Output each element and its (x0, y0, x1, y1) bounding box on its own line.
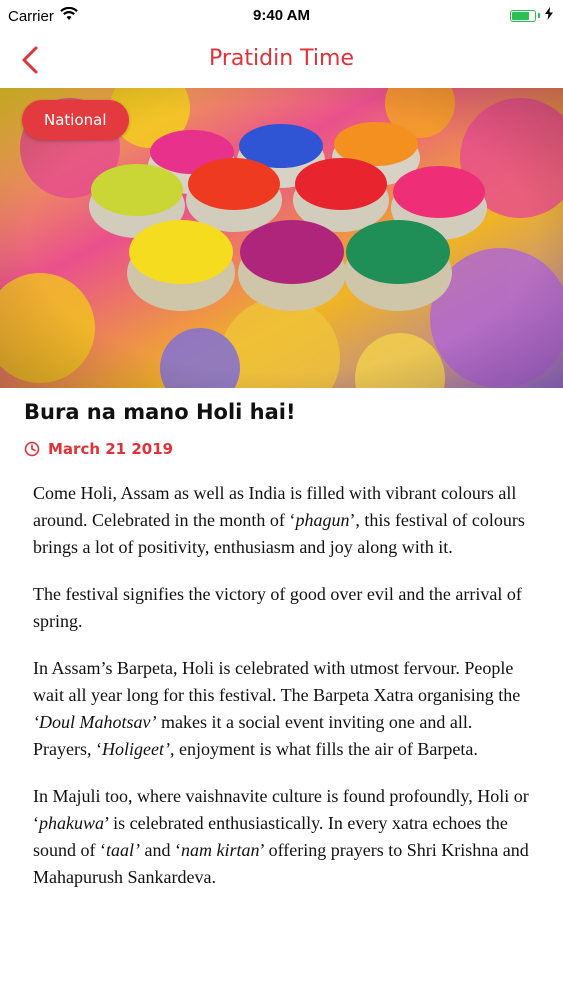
paragraph-3 (33, 655, 533, 763)
paragraph-4 (33, 783, 533, 891)
text-run: ’ offering prayers to Shri Krishna and Mahapurush Sankardeva. (33, 840, 529, 887)
category-badge[interactable]: National (22, 100, 129, 140)
text-run: In Majuli too, where vaishnavite culture is found profoundly, Holi or ‘ (33, 786, 529, 833)
battery-fill (512, 12, 529, 20)
nav-bar (0, 32, 563, 88)
italic-term: nam kirtan (180, 840, 260, 860)
article-date: March 21 2019 (48, 440, 174, 458)
battery-tip (538, 13, 540, 18)
article-body (33, 480, 533, 911)
nav-title: Pratidin Time (209, 46, 354, 71)
paragraph-1 (33, 480, 533, 561)
clock-icon (24, 441, 40, 457)
text-run: and ‘ (140, 840, 181, 860)
italic-term: Holigeet’, (101, 739, 175, 759)
article-hero-image (0, 88, 563, 388)
italic-term: taal’ (106, 840, 140, 860)
carrier-label: Carrier (8, 7, 54, 25)
text-run: ’, this festival of colours brings a lot of positivity, enthusiasm and joy along with it. (33, 510, 525, 557)
text-run: The festival signifies the victory of good over evil and the arrival of spring. (33, 584, 522, 631)
status-right (510, 7, 553, 24)
text-run: Come Holi, Assam as well as India is filled with vibrant colours all around. Celebrated in the month of ‘ (33, 483, 517, 530)
text-run: ’ is celebrated enthusiastically. In every xatra echoes the sound of ‘ (33, 813, 508, 860)
bolt-icon (545, 7, 553, 24)
article-title: Bura na mano Holi hai! (24, 400, 296, 424)
italic-term: phagun (295, 510, 350, 530)
battery-icon (510, 10, 536, 22)
text-run: makes it a social event inviting one and all. Prayers, ‘ (33, 712, 473, 759)
date-row (24, 440, 173, 458)
paragraph-2 (33, 581, 533, 635)
status-time: 9:40 AM (253, 7, 310, 24)
text-run: In Assam’s Barpeta, Holi is celebrated with utmost fervour. People wait all year long for this festival. The Barpeta Xatra organising the (33, 658, 521, 705)
status-bar (0, 0, 563, 32)
italic-term: phakuwa (39, 813, 104, 833)
text-run: enjoyment is what fills the air of Barpeta. (174, 739, 478, 759)
italic-term: ‘Doul Mahotsav’ (33, 712, 157, 732)
